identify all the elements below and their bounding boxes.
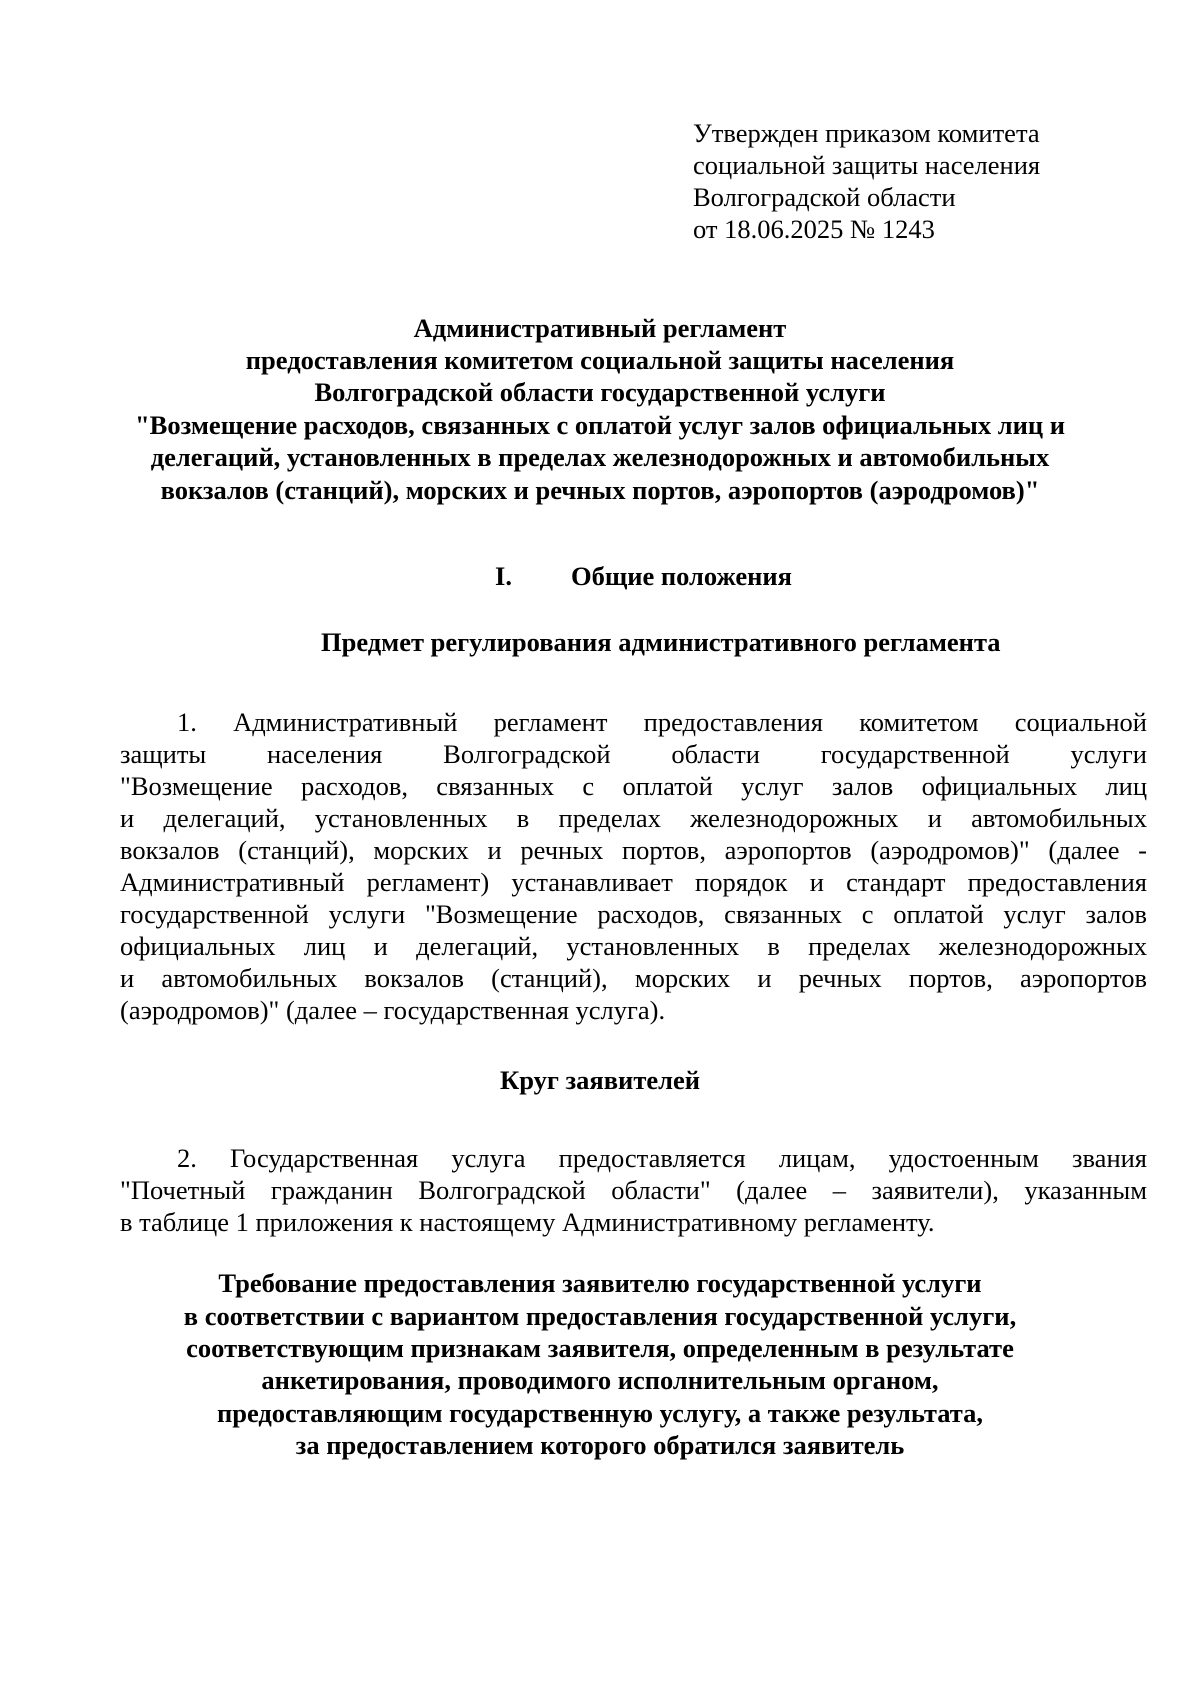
title-line: Административный регламент <box>413 313 787 343</box>
paragraph-line: государственной услуги "Возмещение расходов, связанных с оплатой услуг залов <box>120 899 1147 929</box>
heading-line: за предоставлением которого обратился заявитель <box>295 1430 905 1460</box>
paragraph-line: (аэродромов)" (далее – государственная услуга). <box>120 995 666 1025</box>
approval-line: Утвержден приказом комитета <box>693 118 1040 148</box>
heading-line: предоставляющим государственную услугу, а также результата, <box>216 1398 984 1428</box>
title-line: делегаций, установленных в пределах железнодорожных и автомобильных <box>150 442 1050 472</box>
paragraph-line: 1. Административный регламент предоставления комитетом социальной <box>177 707 1147 737</box>
paragraph-line: "Возмещение расходов, связанных с оплатой услуг залов официальных лиц <box>120 771 1147 801</box>
paragraph-line: вокзалов (станций), морских и речных портов, аэропортов (аэродромов)" (далее - <box>120 835 1147 865</box>
title-line: предоставления комитетом социальной защиты населения <box>245 345 955 375</box>
heading-line: в соответствии с вариантом предоставления государственной услуги, <box>183 1301 1017 1331</box>
subject-heading: Предмет регулирования административного регламента <box>321 627 1001 657</box>
paragraph-line: официальных лиц и делегаций, установленных в пределах железнодорожных <box>120 931 1147 961</box>
approval-line: социальной защиты населения <box>693 150 1041 180</box>
heading-line: Требование предоставления заявителю государственной услуги <box>218 1268 982 1298</box>
applicants-heading: Круг заявителей <box>499 1065 700 1095</box>
title-line: вокзалов (станций), морских и речных портов, аэропортов (аэродромов)" <box>160 475 1040 505</box>
approval-line: от 18.06.2025 № 1243 <box>693 214 935 244</box>
approval-line: Волгоградской области <box>693 182 956 212</box>
section-title: Общие положения <box>571 561 793 591</box>
paragraph-line: защиты населения Волгоградской области государственной услуги <box>120 739 1147 769</box>
title-line: "Возмещение расходов, связанных с оплатой услуг залов официальных лиц и <box>134 410 1066 440</box>
title-line: Волгоградской области государственной услуги <box>314 377 886 407</box>
section-number: I. <box>495 561 512 591</box>
paragraph-line: и автомобильных вокзалов (станций), морских и речных портов, аэропортов <box>120 963 1147 993</box>
paragraph-line: 2. Государственная услуга предоставляется лицам, удостоенным звания <box>177 1143 1147 1173</box>
paragraph-line: Административный регламент) устанавливает порядок и стандарт предоставления <box>120 867 1147 897</box>
paragraph-line: в таблице 1 приложения к настоящему Административному регламенту. <box>120 1207 935 1237</box>
heading-line: соответствующим признакам заявителя, определенным в результате <box>186 1333 1014 1363</box>
paragraph-line: и делегаций, установленных в пределах железнодорожных и автомобильных <box>120 803 1147 833</box>
paragraph-line: "Почетный гражданин Волгоградской области" (далее – заявители), указанным <box>120 1175 1147 1205</box>
heading-line: анкетирования, проводимого исполнительным органом, <box>261 1365 939 1395</box>
